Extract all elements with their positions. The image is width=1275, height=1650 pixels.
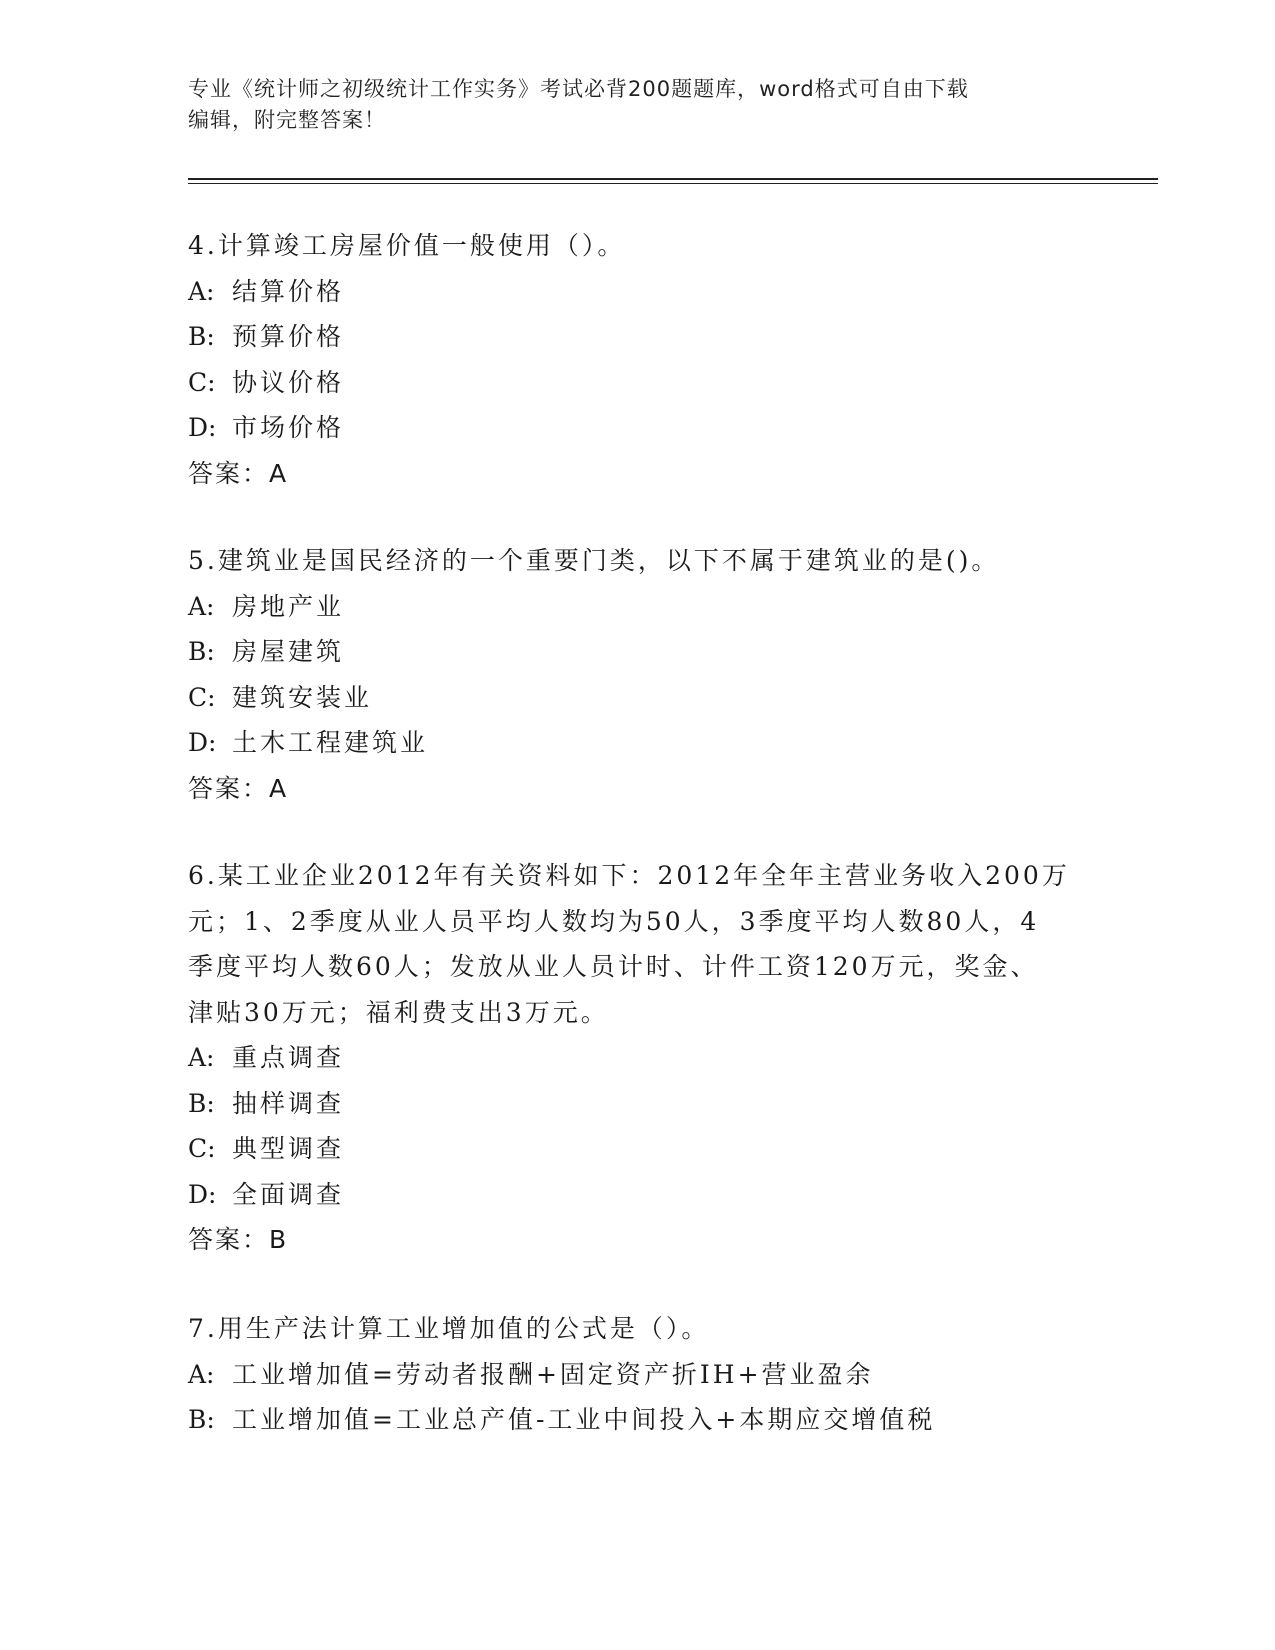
option-b — [188, 314, 1088, 360]
option-c — [188, 360, 1088, 406]
answer-label: 答案：A — [188, 773, 289, 803]
option-key: C: — [188, 367, 216, 397]
option-text: 典型调查 — [232, 1134, 345, 1163]
option-b — [188, 1081, 1088, 1127]
option-d — [188, 1172, 1088, 1218]
option-key: B: — [188, 1405, 215, 1434]
header-line-1: 专业《统计师之初级统计工作实务》考试必背200题题库，word格式可自由下载 — [188, 77, 969, 101]
option-key: B: — [188, 637, 215, 666]
question-stem-line-3: 季度平均人数60人；发放从业人员计时、计件工资120万元，奖金、 — [188, 952, 1039, 981]
question-stem-line-1: 6.某工业企业2012年有关资料如下：2012年全年主营业务收入200万 — [188, 861, 1070, 890]
option-a — [188, 1352, 1088, 1398]
question-stem-line-4: 津贴30万元；福利费支出3万元。 — [188, 997, 609, 1027]
option-key: B: — [188, 322, 215, 351]
answer-label: 答案：A — [188, 458, 289, 488]
header-line-2: 编辑，附完整答案！ — [188, 108, 386, 132]
option-text: 结算价格 — [232, 276, 345, 306]
option-key: A: — [188, 591, 215, 621]
option-c — [188, 675, 1088, 721]
option-text: 房地产业 — [232, 591, 345, 621]
option-key: A: — [188, 1043, 215, 1072]
header-divider-thin — [188, 183, 1158, 184]
document-header — [188, 74, 1088, 136]
question-stem: 7.用生产法计算工业增加值的公式是（）。 — [188, 1314, 710, 1343]
option-text: 协议价格 — [232, 367, 345, 397]
question-5 — [188, 538, 1088, 811]
question-stem: 5.建筑业是国民经济的一个重要门类，以下不属于建筑业的是()。 — [188, 546, 1000, 575]
header-divider-thick — [188, 178, 1158, 180]
option-key: C: — [188, 682, 216, 712]
option-c — [188, 1126, 1088, 1172]
option-text: 房屋建筑 — [232, 637, 345, 666]
option-text: 重点调查 — [232, 1043, 345, 1072]
option-text: 土木工程建筑业 — [232, 728, 429, 757]
question-6 — [188, 853, 1088, 1263]
option-text: 全面调查 — [232, 1179, 345, 1209]
answer-label: 答案：B — [188, 1225, 289, 1254]
option-key: D: — [188, 1179, 217, 1209]
option-a — [188, 584, 1088, 630]
option-text: 预算价格 — [232, 322, 345, 351]
question-7 — [188, 1306, 1088, 1443]
option-d — [188, 405, 1088, 451]
option-text: 市场价格 — [232, 413, 345, 442]
question-4 — [188, 223, 1088, 496]
option-a — [188, 1035, 1088, 1081]
option-d — [188, 720, 1088, 766]
question-stem: 4.计算竣工房屋价值一般使用（）。 — [188, 231, 626, 260]
option-key: C: — [188, 1134, 216, 1163]
option-text: 抽样调查 — [232, 1088, 345, 1118]
option-key: A: — [188, 1359, 215, 1389]
question-stem-line-2: 元；1、2季度从业人员平均人数均为50人，3季度平均人数80人，4 — [188, 906, 1040, 936]
option-key: A: — [188, 276, 215, 306]
option-text: 工业增加值=工业总产值-工业中间投入+本期应交增值税 — [232, 1405, 936, 1434]
option-key: D: — [188, 413, 217, 442]
option-a — [188, 269, 1088, 315]
option-key: B: — [188, 1088, 215, 1118]
option-key: D: — [188, 728, 217, 757]
option-b — [188, 1397, 1088, 1443]
option-b — [188, 629, 1088, 675]
option-text: 建筑安装业 — [232, 682, 373, 712]
option-text: 工业增加值=劳动者报酬+固定资产折IH+营业盈余 — [232, 1359, 874, 1389]
